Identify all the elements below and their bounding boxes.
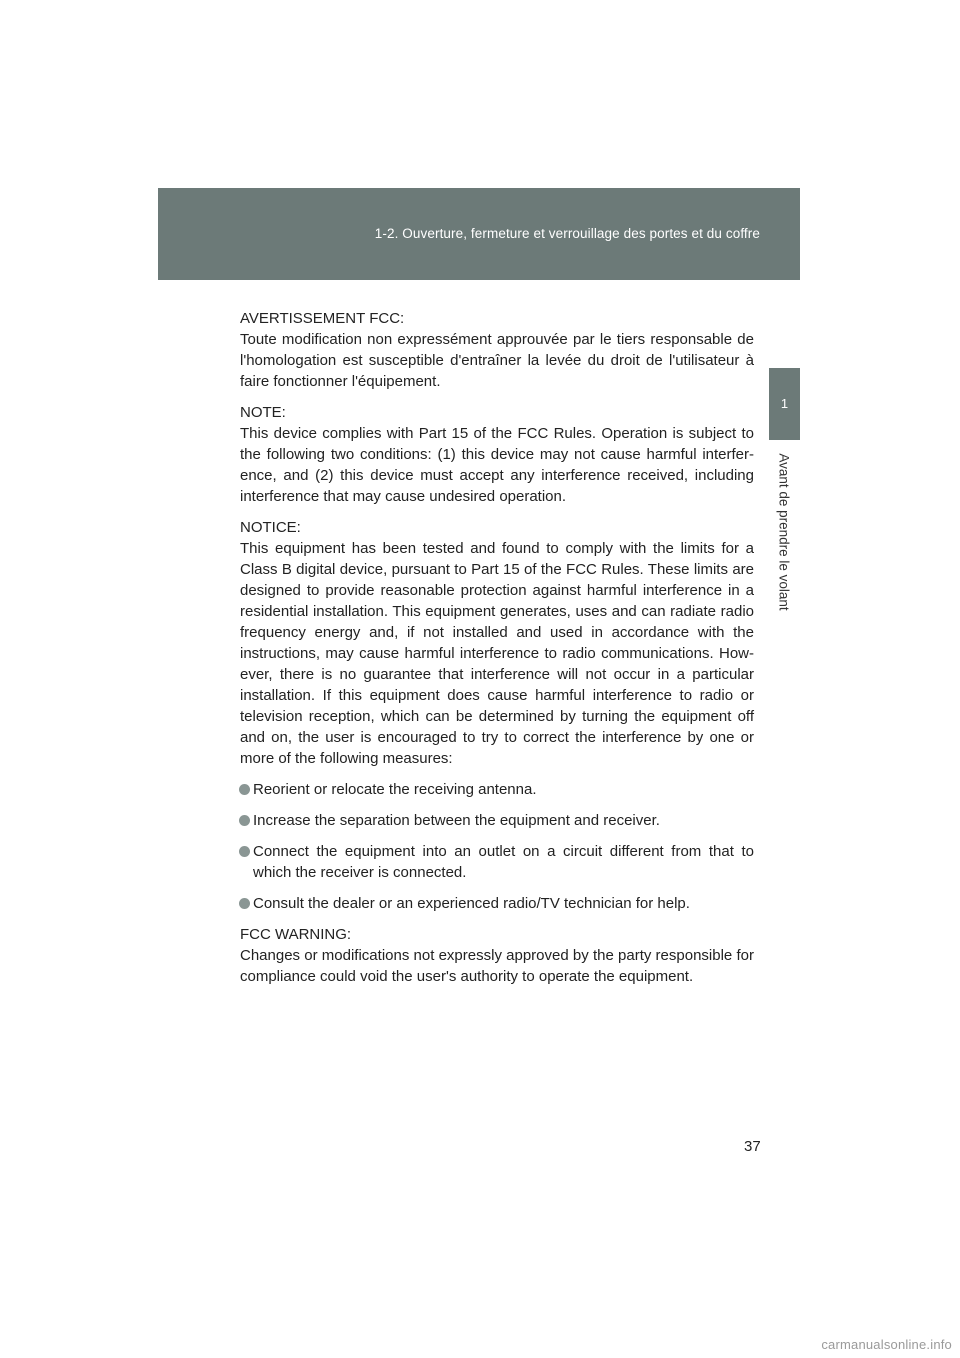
bullet-icon <box>239 846 250 857</box>
bullet-text: Consult the dealer or an experienced radio/TV technician for help. <box>253 895 690 912</box>
bullet-item <box>240 779 754 800</box>
section-text: This device complies with Part 15 of the FCC Rules. Operation is subject to the following two conditions: (1) this device may not cause harmful interfer-ence, and (2) this device must accept any interference received, including interference that may cause undesired operation. <box>240 425 754 505</box>
chapter-header <box>158 188 800 280</box>
section-text: Toute modification non expressément approuvée par le tiers responsable de l'homologation est susceptible d'entraîner la levée du droit de l'utilisateur à faire fonctionner l'équipement. <box>240 331 754 390</box>
bullet-text: Increase the separation between the equipment and receiver. <box>253 812 660 829</box>
watermark-link[interactable]: carmanualsonline.info <box>821 1337 952 1352</box>
section-text: This equipment has been tested and found to comply with the limits for a Class B digital device, pursuant to Part 15 of the FCC Rules. These limits are designed to provide reasonable protection against harmful interference in a residential installation. This equipment generates, uses and can radiate radio frequency energy and, if not installed and used in accordance with the instructions, may cause harmful interference to radio communications. How-ever, there is no guarantee that interference will not occur in a particular installation. If this equipment does cause harmful interference to radio or television reception, which can be determined by turning the equipment off and on, the user is encouraged to try to correct the interference by one or more of the following measures: <box>240 540 754 767</box>
section-heading: NOTE: <box>240 404 286 421</box>
bullet-item <box>240 810 754 831</box>
bullet-item <box>240 893 754 914</box>
section-heading: NOTICE: <box>240 519 301 536</box>
bullet-item <box>240 841 754 883</box>
bullet-text: Reorient or relocate the receiving antenna. <box>253 781 537 798</box>
page-content <box>240 308 754 997</box>
chapter-side-label: Avant de prendre le volant <box>776 453 792 611</box>
note-section <box>240 402 754 507</box>
chapter-tab-number: 1 <box>780 396 789 411</box>
fcc-warning-fr-section <box>240 308 754 392</box>
fcc-warning-en-section <box>240 924 754 987</box>
bullet-icon <box>239 815 250 826</box>
notice-section <box>240 517 754 769</box>
bullet-icon <box>239 898 250 909</box>
bullet-icon <box>239 784 250 795</box>
section-heading: FCC WARNING: <box>240 926 352 943</box>
bullet-text: Connect the equipment into an outlet on a circuit different from that to which the receiver is connected. <box>253 843 754 881</box>
page-number: 37 <box>744 1138 761 1155</box>
chapter-tab <box>769 368 800 440</box>
section-text: Changes or modifications not expressly approved by the party responsible for compliance could void the user's authority to operate the equipment. <box>240 947 754 985</box>
section-heading: AVERTISSEMENT FCC: <box>240 310 405 327</box>
chapter-title: 1-2. Ouverture, fermeture et verrouillage des portes et du coffre <box>374 226 760 241</box>
